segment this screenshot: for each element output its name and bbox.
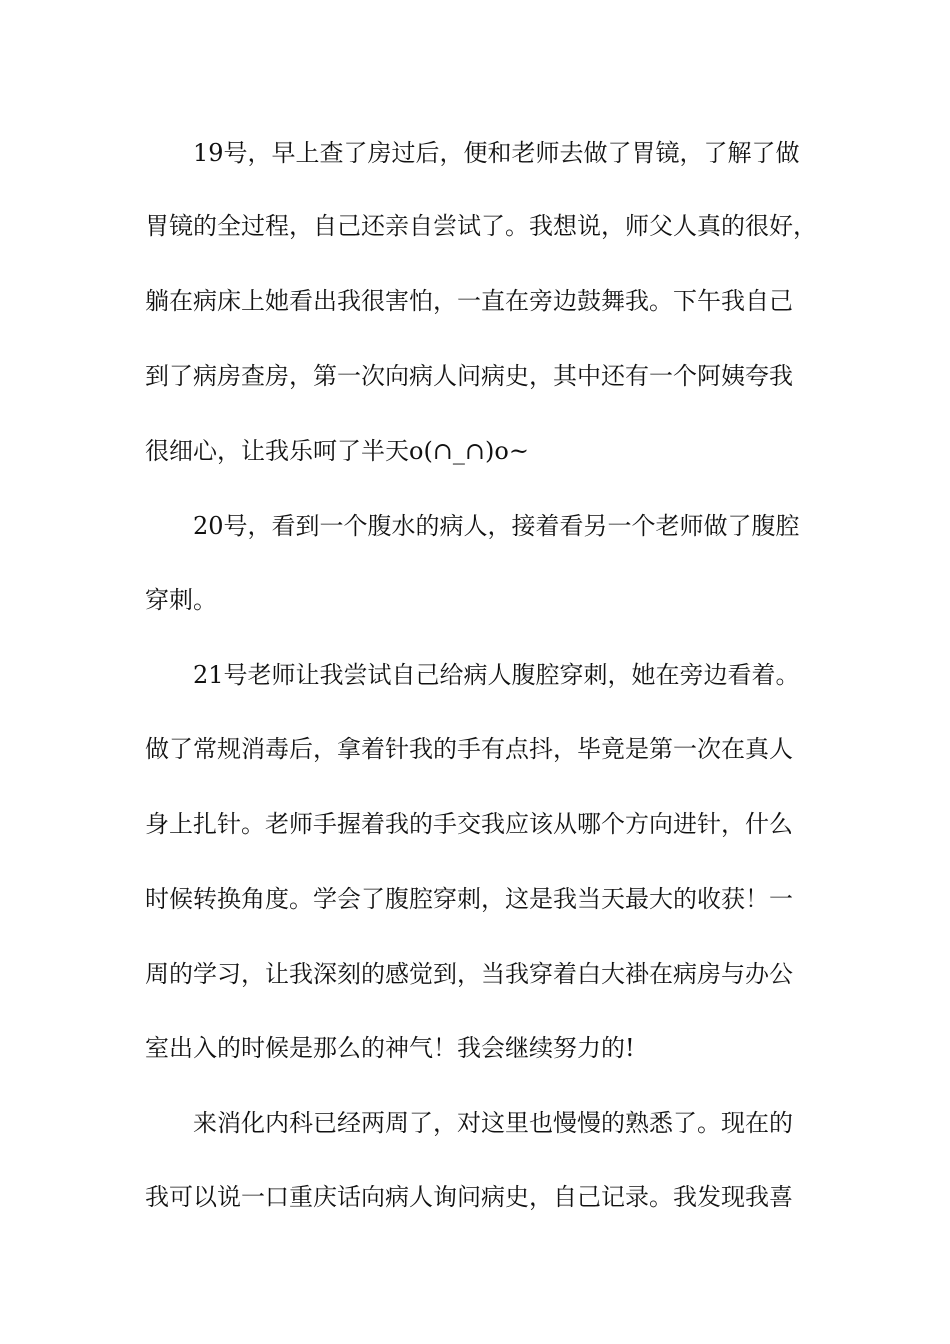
paragraph-3-line-4: 时候转换角度。学会了腹腔穿刺，这是我当天最大的收获！一 <box>145 885 793 913</box>
paragraph-3-line-1: 21号老师让我尝试自己给病人腹腔穿刺，她在旁边看着。 <box>193 661 800 689</box>
paragraph-1-line-3: 躺在病床上她看出我很害怕，一直在旁边鼓舞我。下午我自己 <box>145 287 793 315</box>
paragraph-2-line-2: 穿刺。 <box>145 586 217 614</box>
paragraph-4-line-2: 我可以说一口重庆话向病人询问病史，自己记录。我发现我喜 <box>145 1183 793 1211</box>
paragraph-1-line-4: 到了病房查房，第一次向病人问病史，其中还有一个阿姨夸我 <box>145 362 793 390</box>
paragraph-3-line-2: 做了常规消毒后，拿着针我的手有点抖，毕竟是第一次在真人 <box>145 735 793 763</box>
paragraph-1-line-2: 胃镜的全过程，自己还亲自尝试了。我想说，师父人真的很好， <box>145 212 817 240</box>
paragraph-3-line-5: 周的学习，让我深刻的感觉到，当我穿着白大褂在病房与办公 <box>145 960 793 988</box>
paragraph-1-line-1: 19号，早上查了房过后，便和老师去做了胃镜，了解了做 <box>193 139 800 167</box>
paragraph-2-line-1: 20号，看到一个腹水的病人，接着看另一个老师做了腹腔 <box>193 512 800 540</box>
paragraph-1-line-5: 很细心，让我乐呵了半天o(∩_∩)o~ <box>145 437 529 465</box>
paragraph-3-line-6: 室出入的时候是那么的神气！我会继续努力的! <box>145 1034 635 1062</box>
paragraph-3-line-3: 身上扎针。老师手握着我的手交我应该从哪个方向进针，什么 <box>145 810 793 838</box>
paragraph-4-line-1: 来消化内科已经两周了，对这里也慢慢的熟悉了。现在的 <box>193 1109 793 1137</box>
